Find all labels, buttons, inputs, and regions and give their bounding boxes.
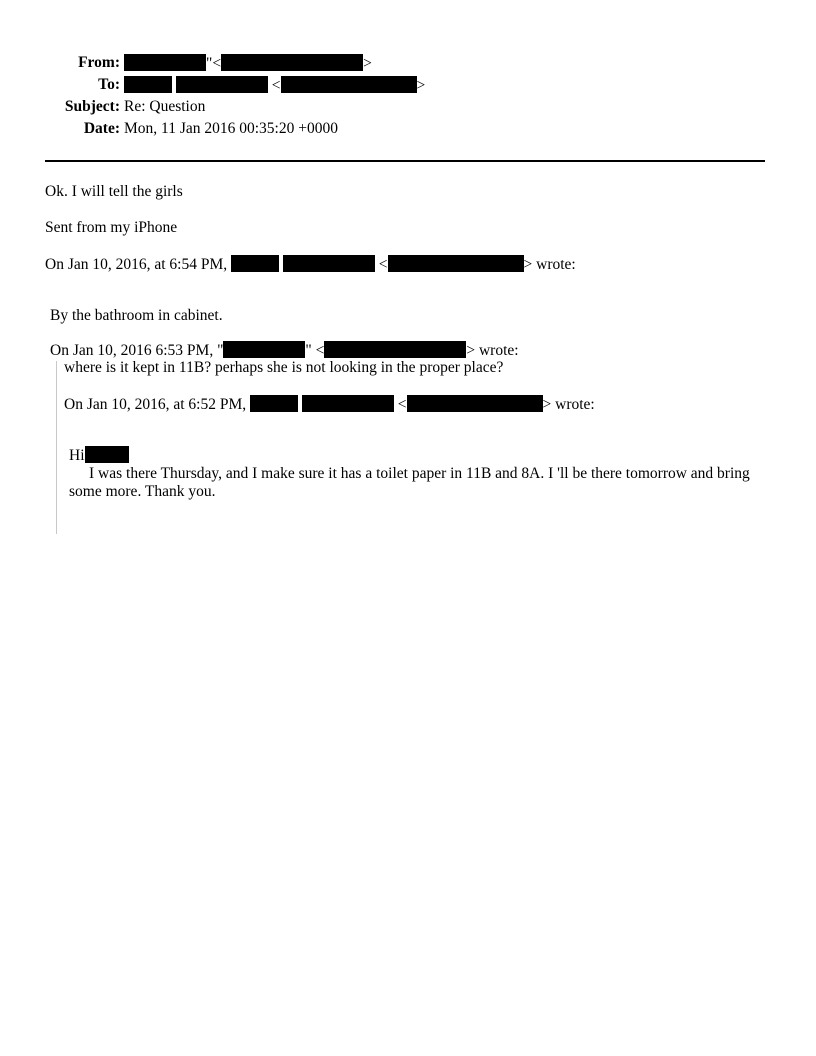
redaction-block <box>231 255 279 272</box>
redaction-block <box>176 76 268 93</box>
date-label: Date: <box>83 120 120 137</box>
redaction-block <box>283 255 375 272</box>
attribution-3: On Jan 10, 2016, at 6:52 PM, < > wrote: <box>64 396 595 413</box>
redaction-block <box>281 76 417 93</box>
redaction-block <box>324 341 466 358</box>
redaction-block <box>250 395 298 412</box>
header-divider <box>45 160 765 162</box>
redaction-block <box>124 76 172 93</box>
quote-bar <box>56 361 57 534</box>
from-label: From: <box>78 54 120 71</box>
from-value: "< > <box>124 54 372 73</box>
to-label: To: <box>98 76 120 93</box>
subject-value: Re: Question <box>124 98 206 115</box>
reply-line: Ok. I will tell the girls <box>45 183 183 200</box>
signature: Sent from my iPhone <box>45 219 178 236</box>
redaction-block <box>221 54 363 71</box>
to-value: < > <box>124 76 425 95</box>
redaction-block <box>124 54 206 71</box>
attribution-2: On Jan 10, 2016 6:53 PM, " " < > wrote: <box>50 342 519 359</box>
attribution-1: On Jan 10, 2016, at 6:54 PM, < > wrote: <box>45 256 576 273</box>
redaction-block <box>407 395 543 412</box>
quote-1-text: By the bathroom in cabinet. <box>50 307 223 324</box>
redaction-block <box>302 395 394 412</box>
redaction-block <box>223 341 305 358</box>
greeting: Hi <box>69 446 129 465</box>
subject-label: Subject: <box>64 98 120 115</box>
redaction-block <box>85 446 129 463</box>
date-value: Mon, 11 Jan 2016 00:35:20 +0000 <box>124 120 338 137</box>
redaction-block <box>388 255 524 272</box>
quote-2-text: where is it kept in 11B? perhaps she is not looking in the proper place? <box>64 359 504 376</box>
message-body: I was there Thursday, and I make sure it has a toilet paper in 11B and 8A. I 'll be there tomorrow and bring some more. Thank you. <box>69 465 750 500</box>
